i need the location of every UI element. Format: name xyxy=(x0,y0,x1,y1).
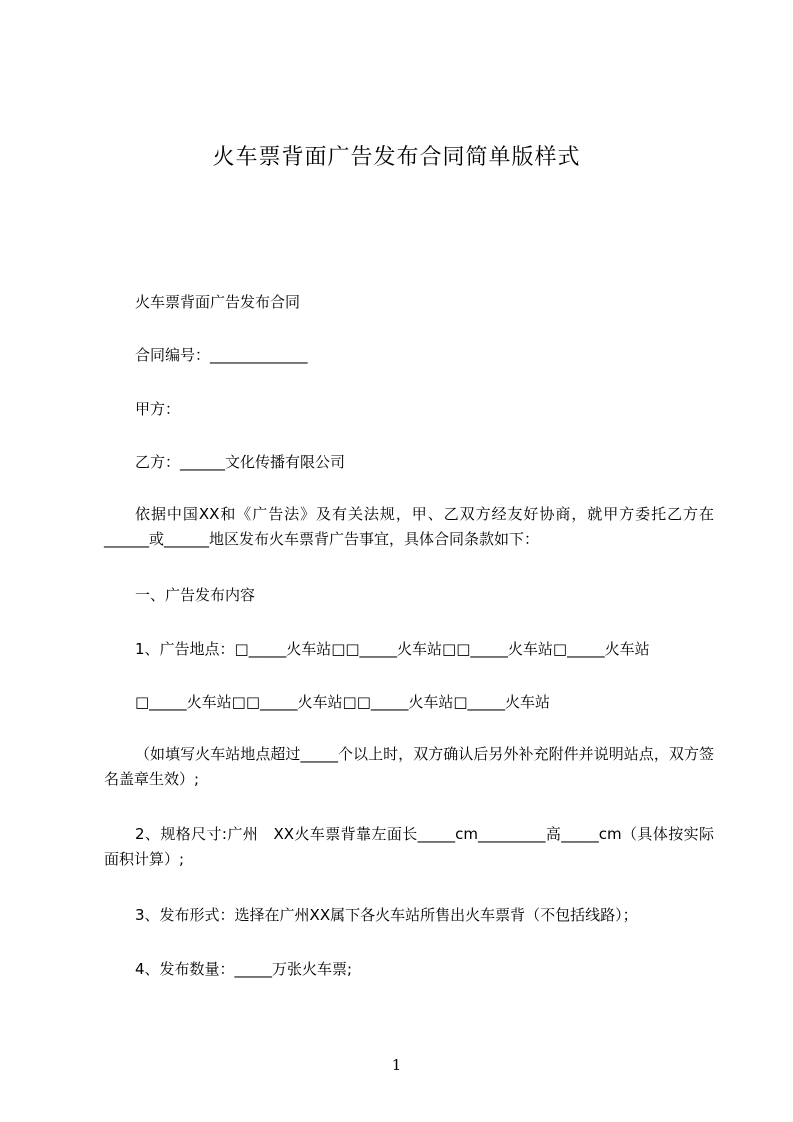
section-1-heading: 一、广告发布内容 xyxy=(135,586,256,604)
item-1-note: （如填写火车站地点超过_____个以上时，双方确认后另外补充附件并说明站点，双方签名盖章生效）; xyxy=(104,745,714,788)
party-a-field: 甲方： xyxy=(135,400,181,418)
page-number: 1 xyxy=(391,1056,402,1074)
item-1-locations-line-1: 1、广告地点：□_____火车站□□_____火车站□□_____火车站□_____火车站 xyxy=(135,640,650,658)
document-title: 火车票背面广告发布合同简单版样式 xyxy=(212,145,581,170)
party-b-field: 乙方：______文化传播有限公司 xyxy=(135,453,346,471)
item-4-quantity: 4、发布数量：_____万张火车票; xyxy=(135,960,353,978)
intro-paragraph: 依据中国XX和《广告法》及有关法规，甲、乙双方经友好协商，就甲方委托乙方在______或______地区发布火车票背广告事宜，具体合同条款如下： xyxy=(104,505,714,548)
item-3-format: 3、发布形式：选择在广州XX属下各火车站所售出火车票背（不包括线路）； xyxy=(135,906,638,924)
item-2-size: 2、规格尺寸:广州 XX火车票背靠左面长_____cm_________高_____cm（具体按实际面积计算）; xyxy=(104,825,714,868)
contract-number-field: 合同编号：_____________ xyxy=(135,346,308,364)
item-1-locations-line-2: □_____火车站□□_____火车站□□_____火车站□_____火车站 xyxy=(135,693,551,711)
contract-heading: 火车票背面广告发布合同 xyxy=(135,293,301,311)
